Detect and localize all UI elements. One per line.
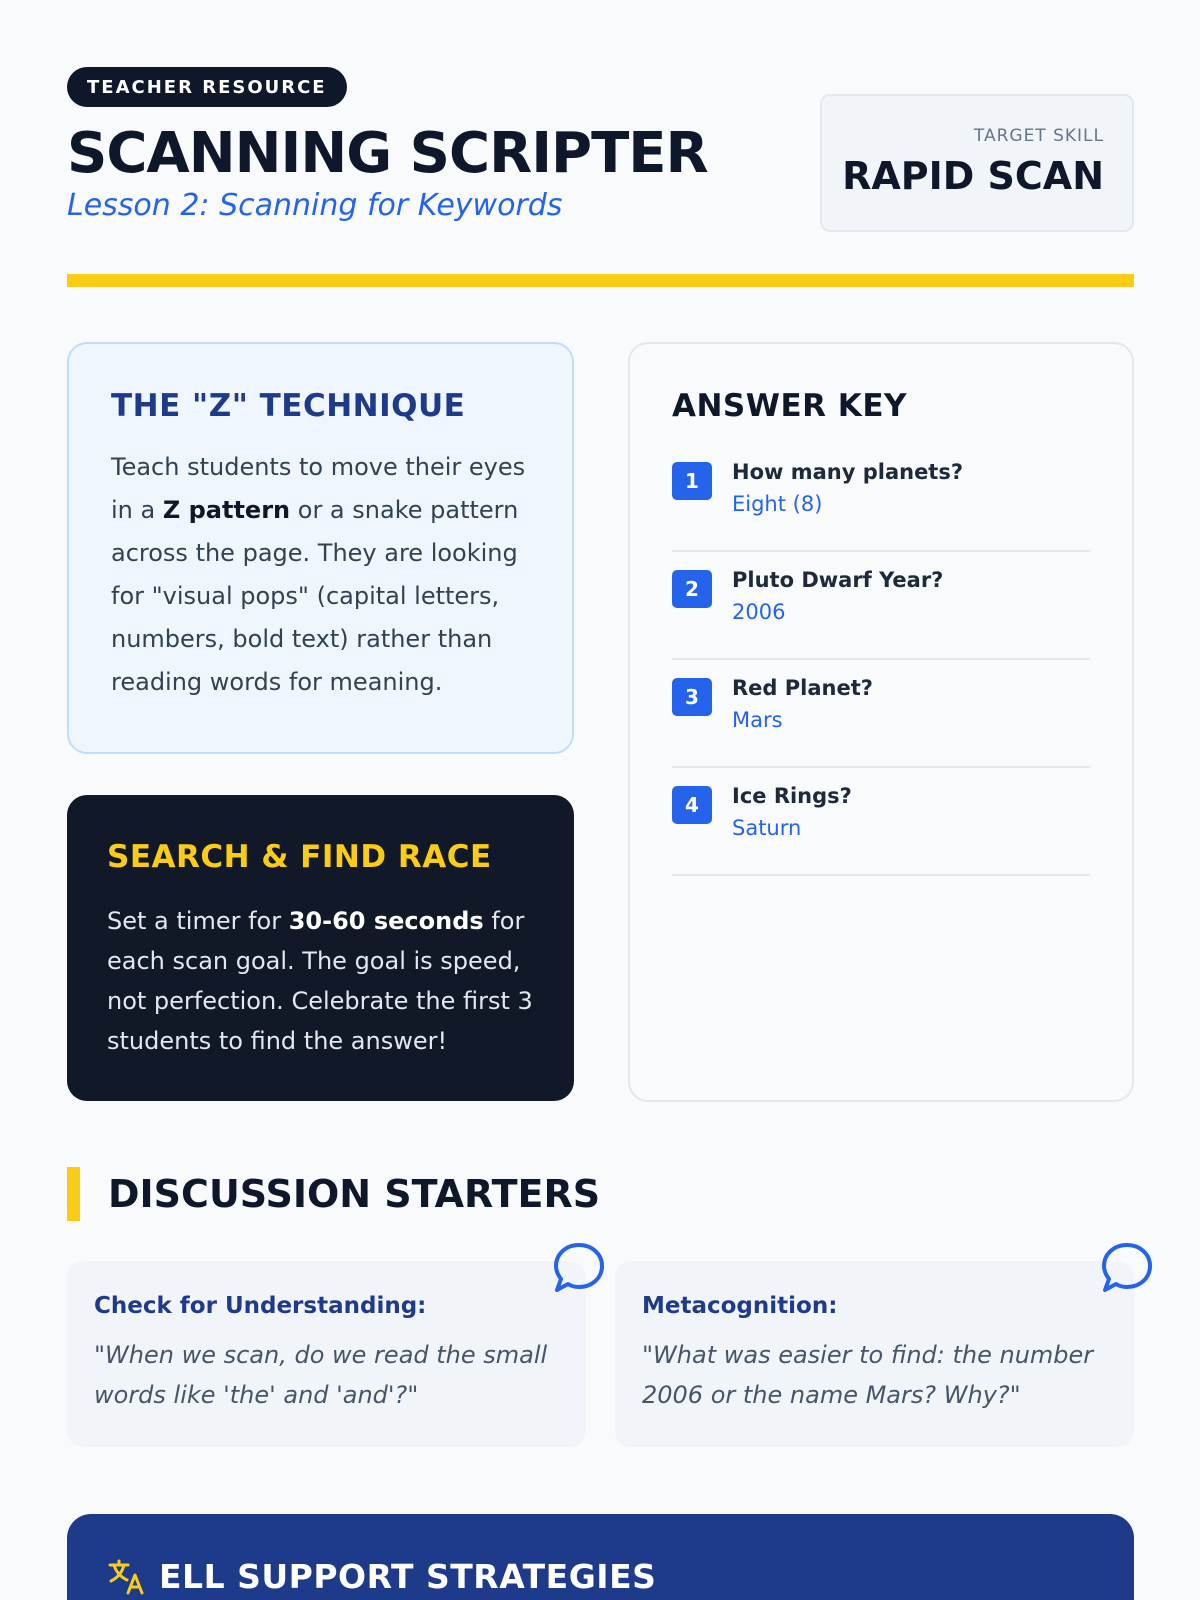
discussion-card-title: Check for Understanding: bbox=[94, 1293, 427, 1319]
page-title: SCANNING SCRIPTER bbox=[67, 121, 708, 186]
answer-key-item bbox=[672, 768, 1090, 876]
answer-number-badge: 3 bbox=[672, 678, 712, 716]
race-text-after: for each scan goal. The goal is speed, not perfection. Celebrate the first 3 students to find the answer! bbox=[107, 907, 533, 1055]
discussion-card-metacognition bbox=[615, 1261, 1134, 1447]
race-heading: SEARCH & FIND RACE bbox=[107, 839, 492, 875]
ell-heading: ELL SUPPORT STRATEGIES bbox=[159, 1556, 657, 1596]
header bbox=[67, 67, 1134, 287]
z-technique-bold: Z pattern bbox=[162, 496, 291, 524]
answer-key-heading: ANSWER KEY bbox=[672, 388, 907, 424]
answer-question: How many planets? bbox=[732, 460, 964, 484]
discussion-card-title: Metacognition: bbox=[642, 1293, 838, 1319]
z-technique-text-after: or a snake pattern across the page. They are looking for "visual pops" (capital letters, numbers, bold text) rather than reading words for meaning. bbox=[111, 496, 519, 696]
answer-question: Red Planet? bbox=[732, 676, 873, 700]
teacher-resource-badge: TEACHER RESOURCE bbox=[67, 67, 347, 107]
answer-key-card bbox=[628, 342, 1134, 1102]
answer-question: Pluto Dwarf Year? bbox=[732, 568, 944, 592]
chat-bubble-icon bbox=[552, 1241, 606, 1295]
answer-number-badge: 1 bbox=[672, 462, 712, 500]
answer-key-item bbox=[672, 660, 1090, 768]
answer-number-badge: 4 bbox=[672, 786, 712, 824]
answer-key-item bbox=[672, 444, 1090, 552]
answer-value: Saturn bbox=[732, 816, 802, 840]
translate-icon bbox=[107, 1556, 147, 1596]
z-technique-card bbox=[67, 342, 574, 754]
lesson-subtitle: Lesson 2: Scanning for Keywords bbox=[67, 188, 563, 223]
answer-key-list bbox=[672, 444, 1090, 876]
race-text bbox=[107, 901, 534, 1061]
target-skill-label: TARGET SKILL bbox=[973, 126, 1104, 146]
search-find-race-card bbox=[67, 795, 574, 1101]
answer-value: Eight (8) bbox=[732, 492, 823, 516]
answer-question: Ice Rings? bbox=[732, 784, 852, 808]
target-skill-box bbox=[820, 94, 1134, 232]
answer-value: 2006 bbox=[732, 600, 786, 624]
target-skill-value: RAPID SCAN bbox=[842, 154, 1104, 198]
z-technique-text-before: Teach students to move their eyes in a bbox=[111, 453, 526, 524]
ell-heading-row bbox=[107, 1556, 1134, 1596]
discussion-starters-heading: DISCUSSION STARTERS bbox=[67, 1167, 600, 1221]
race-text-before: Set a timer for bbox=[107, 907, 289, 935]
discussion-card-check-understanding bbox=[67, 1261, 586, 1447]
page bbox=[67, 67, 1134, 1596]
discussion-card-quote: "When we scan, do we read the small words like 'the' and 'and'?" bbox=[94, 1341, 548, 1409]
answer-value: Mars bbox=[732, 708, 783, 732]
z-technique-text bbox=[111, 446, 532, 704]
content-columns bbox=[67, 342, 1134, 1104]
answer-number-badge: 2 bbox=[672, 570, 712, 608]
chat-bubble-icon bbox=[1100, 1241, 1154, 1295]
discussion-card-quote: "What was easier to find: the number 2006 or the name Mars? Why?" bbox=[642, 1341, 1094, 1409]
header-divider bbox=[67, 274, 1134, 287]
z-technique-heading: THE "Z" TECHNIQUE bbox=[111, 388, 466, 424]
race-bold: 30-60 seconds bbox=[288, 907, 484, 935]
ell-support-section bbox=[67, 1514, 1134, 1600]
answer-key-item bbox=[672, 552, 1090, 660]
